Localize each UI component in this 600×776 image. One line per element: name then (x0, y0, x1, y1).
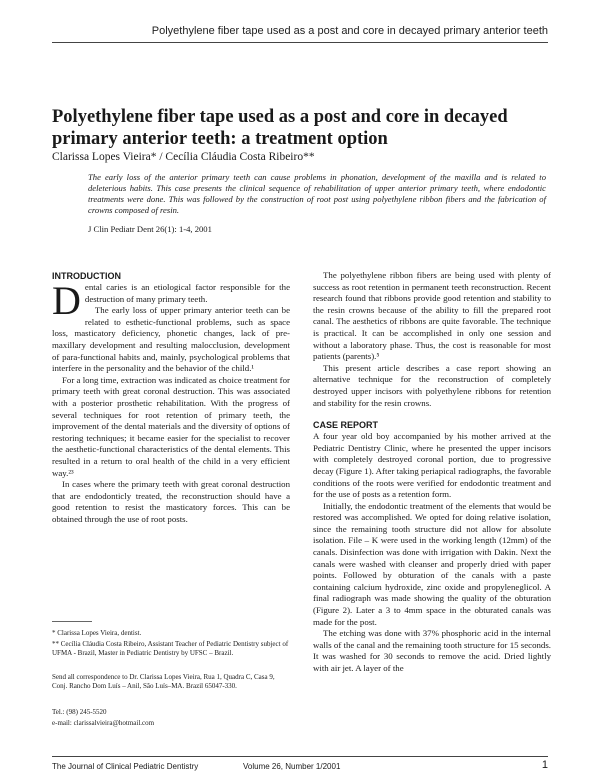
article-title: Polyethylene fiber tape used as a post and core in decayed primary anterior teeth: a treatment option (52, 107, 508, 149)
footnote-1: * Clarissa Lopes Vieira, dentist. (52, 629, 142, 637)
footer-journal: The Journal of Clinical Pediatric Dentistry (52, 762, 199, 771)
intro-paragraph-4: In cases where the primary teeth with great coronal destruction that are endodonticly treated, the reconstruction should have a good retention to resist the masticatory forces. This can be obtained through the use of root posts. (52, 479, 290, 524)
abstract: The early loss of the anterior primary teeth can cause problems in phonation, development of the maxilla and is related to deleterious habits. This case presents the clinical sequence of rehabilitation of upper anterior primary teeth, where endodontic treatments were done. This was followed by the construction of root post using polyethylene ribbon fibers and the fabrication of crowns composed of resin. (88, 172, 546, 215)
footer-rule (52, 756, 548, 757)
running-header (0, 0, 600, 40)
page-number: 1 (541, 759, 548, 771)
right-column (313, 270, 551, 675)
intro-paragraph-1 (52, 278, 290, 323)
left-column (52, 270, 290, 525)
authors: Clarissa Lopes Vieira* / Cecília Cláudia Costa Ribeiro** (52, 151, 315, 163)
drop-cap: D (52, 278, 81, 323)
citation: J Clin Pediatr Dent 26(1): 1-4, 2001 (88, 224, 212, 234)
introduction-heading: INTRODUCTION (52, 271, 121, 281)
running-header-text: Polyethylene fiber tape used as a post and core in decayed primary anterior teeth (151, 25, 548, 37)
footnote-rule (52, 621, 92, 622)
intro-paragraph-2: The early loss of upper primary anterior teeth can be related to esthetic-functional problems, such as space loss, masticatory deficiency, phonetic changes, lack of pre-maxillary development and resulting malocclusion, development of para-functional habits and, mainly, psychological problems that interfere in the personality and the behavior of the child.¹ (52, 305, 290, 374)
case-paragraph-1: A four year old boy accompanied by his mother arrived at the Pediatric Dentistry Clinic, where he presented the upper incisors with completely destroyed coronal portion, due to progressive decay (Figure 1). After taking periapical radiographs, the favorable conditions of the roots were verified for endodontic treatment and for the use of posts as a retention form. (313, 431, 551, 500)
right-paragraph-2: This present article describes a case report showing an alternative technique for the reconstruction of completely destroyed upper incisors with polyethylene ribbons for retention and stability for the resin crowns. (313, 362, 551, 408)
case-report-heading: CASE REPORT (313, 420, 379, 431)
footnote-2: ** Cecília Cláudia Costa Ribeiro, Assistant Teacher of Pediatric Dentistry subject of UFMA - Brazil, Master in Pediatric Dentistry by UFSC – Brazil. (52, 640, 289, 658)
telephone: Tel.: (98) 245-5520 (52, 708, 107, 716)
header-rule (52, 42, 548, 43)
intro-paragraph-1-text: ental caries is an etiological factor responsible for the destruction of many primary teeth. (84, 282, 290, 304)
case-paragraph-2: Initially, the endodontic treatment of the elements that would be restored was accomplished. We opted for doing relative isolation, since the remaining tooth structure did not allow for absolute isolation. File – K were used in the working length (12mm) of the canals. Disinfection was done with irrigation with Dakin. Next the canals were washed with cleanser and properly dried with paper points. Followed by obturation of the canals with a paste containing calcium hydroxide, zinc oxide and propyleneglicol. A final radiograph was made showing the quality of the obturation (Figure 2). Later a 3 to 4mm space in the obturated canals was made for the post. (313, 500, 551, 627)
correspondence: Send all correspondence to Dr. Clarissa Lopes Vieira, Rua 1, Quadra C, Casa 9, Conj. Rancho Dom Luís – Anil, São Luís–MA. Brazil 65047-330. (52, 673, 275, 691)
email: e-mail: clarissalvieira@hotmail.com (52, 719, 155, 727)
footer-volume: Volume 26, Number 1/2001 (243, 762, 341, 771)
right-paragraph-1: The polyethylene ribbon fibers are being used with plenty of success as root retention in permanent teeth reconstruction. Recent research found that ribbons provide good retention and stability to the resin crowns because of the ability to fill the prepared root canal. The aesthetics of ribbons are quite favorable. The technique is practical. It can be accomplished in only one session and without a laboratory phase. Thus, the cost is reasonable for most patients (parents).⁵ (313, 270, 551, 362)
case-paragraph-3: The etching was done with 37% phosphoric acid in the internal walls of the canal and the remaining tooth structure for 15 seconds. It was washed for 30 seconds to remove the acid. Dried lightly with air jet. A layer of the (313, 628, 551, 673)
intro-paragraph-3: For a long time, extraction was indicated as choice treatment for primary teeth with great coronal destruction. This was associated with a posterior prosthetic rehabilitation. With the progress of several techniques for root retention of primary teeth, the improvement of the dental materials and the diversity of options of restoring techniques; it became easier for the specialist to recover the aesthetic-functional characteristics of the dental elements. This resulted in a return to oral health of the child in a very efficient way.²³ (52, 374, 290, 478)
